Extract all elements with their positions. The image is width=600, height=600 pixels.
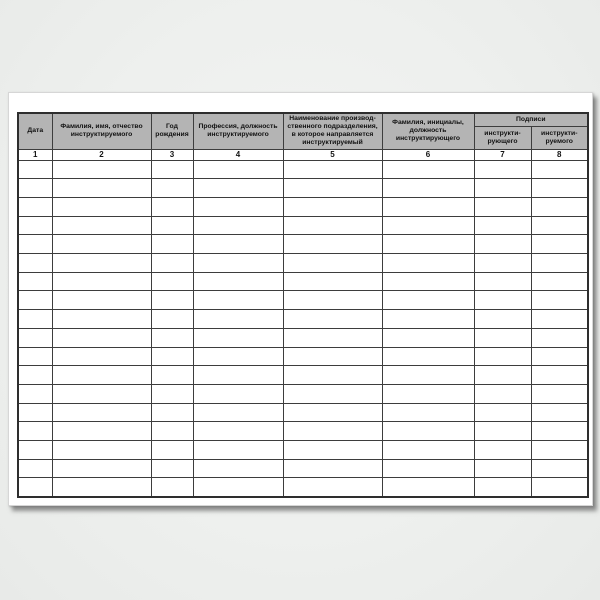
table-row — [18, 179, 588, 198]
table-cell — [382, 291, 474, 310]
table-cell — [531, 347, 588, 366]
column-header-signature-instructor: инструкти-рующего — [474, 127, 531, 149]
table-cell — [18, 291, 52, 310]
table-cell — [52, 179, 151, 198]
table-cell — [531, 384, 588, 403]
table-cell — [283, 160, 382, 179]
table-cell — [382, 403, 474, 422]
table-row — [18, 384, 588, 403]
table-row — [18, 403, 588, 422]
table-cell — [283, 384, 382, 403]
table-cell — [52, 422, 151, 441]
table-cell — [18, 422, 52, 441]
table-row — [18, 235, 588, 254]
column-number: 4 — [193, 149, 283, 160]
column-number: 6 — [382, 149, 474, 160]
table-row — [18, 310, 588, 329]
column-header-department: Наименование производ-ственного подразделения, в которое направляется инструктируемый — [283, 113, 382, 149]
table-cell — [151, 384, 193, 403]
column-header-date: Дата — [18, 113, 52, 149]
table-cell — [18, 254, 52, 273]
table-cell — [151, 347, 193, 366]
table-cell — [382, 478, 474, 497]
table-cell — [18, 403, 52, 422]
table-row — [18, 291, 588, 310]
table-row — [18, 440, 588, 459]
table-body — [18, 160, 588, 496]
table-cell — [151, 403, 193, 422]
table-cell — [382, 366, 474, 385]
table-row — [18, 198, 588, 217]
table-header — [18, 113, 588, 160]
table-cell — [193, 272, 283, 291]
table-cell — [382, 272, 474, 291]
table-cell — [474, 291, 531, 310]
table-cell — [382, 384, 474, 403]
table-cell — [151, 328, 193, 347]
table-cell — [382, 310, 474, 329]
table-cell — [52, 160, 151, 179]
table-cell — [531, 403, 588, 422]
table-row — [18, 459, 588, 478]
table-cell — [18, 272, 52, 291]
table-row — [18, 478, 588, 497]
table-cell — [283, 328, 382, 347]
column-header-birth-year: Год рождения — [151, 113, 193, 149]
table-cell — [52, 478, 151, 497]
table-cell — [474, 384, 531, 403]
table-cell — [193, 422, 283, 441]
table-cell — [18, 179, 52, 198]
table-cell — [151, 310, 193, 329]
table-cell — [193, 235, 283, 254]
table-cell — [474, 216, 531, 235]
table-cell — [18, 198, 52, 217]
table-cell — [382, 216, 474, 235]
table-cell — [52, 440, 151, 459]
table-cell — [283, 179, 382, 198]
table-cell — [52, 366, 151, 385]
column-number: 5 — [283, 149, 382, 160]
table-cell — [52, 347, 151, 366]
table-cell — [531, 291, 588, 310]
table-cell — [283, 403, 382, 422]
table-cell — [52, 459, 151, 478]
table-row — [18, 347, 588, 366]
table-cell — [52, 254, 151, 273]
table-cell — [474, 310, 531, 329]
table-cell — [531, 310, 588, 329]
table-cell — [283, 235, 382, 254]
column-header-instructor-name: Фамилия, инициалы, должность инструктирующего — [382, 113, 474, 149]
table-cell — [193, 440, 283, 459]
table-cell — [18, 328, 52, 347]
table-cell — [18, 235, 52, 254]
table-cell — [151, 291, 193, 310]
table-cell — [382, 198, 474, 217]
table-cell — [531, 478, 588, 497]
table-cell — [283, 254, 382, 273]
table-cell — [193, 198, 283, 217]
table-cell — [474, 235, 531, 254]
table-cell — [151, 422, 193, 441]
table-cell — [283, 459, 382, 478]
column-number: 8 — [531, 149, 588, 160]
table-cell — [151, 366, 193, 385]
table-cell — [52, 291, 151, 310]
table-cell — [474, 328, 531, 347]
table-cell — [18, 440, 52, 459]
table-cell — [193, 384, 283, 403]
column-number: 1 — [18, 149, 52, 160]
table-cell — [151, 179, 193, 198]
table-cell — [474, 347, 531, 366]
table-cell — [52, 328, 151, 347]
table-cell — [18, 216, 52, 235]
table-cell — [474, 366, 531, 385]
column-number: 3 — [151, 149, 193, 160]
table-cell — [151, 440, 193, 459]
table-cell — [382, 179, 474, 198]
table-cell — [531, 328, 588, 347]
table-row — [18, 160, 588, 179]
table-cell — [382, 254, 474, 273]
table-cell — [531, 160, 588, 179]
table-row — [18, 422, 588, 441]
table-cell — [283, 272, 382, 291]
table-cell — [18, 366, 52, 385]
table-cell — [531, 235, 588, 254]
table-cell — [193, 403, 283, 422]
table-cell — [18, 384, 52, 403]
table-row — [18, 366, 588, 385]
table-cell — [18, 347, 52, 366]
instruction-log-table — [17, 112, 589, 498]
table-cell — [531, 272, 588, 291]
table-cell — [283, 440, 382, 459]
table-cell — [193, 291, 283, 310]
table-cell — [283, 478, 382, 497]
table-cell — [474, 160, 531, 179]
table-cell — [382, 160, 474, 179]
table-cell — [382, 440, 474, 459]
table-cell — [193, 478, 283, 497]
table-cell — [382, 347, 474, 366]
table-cell — [52, 235, 151, 254]
table-cell — [52, 384, 151, 403]
table-cell — [531, 459, 588, 478]
table-cell — [52, 198, 151, 217]
table-row — [18, 328, 588, 347]
table-cell — [283, 366, 382, 385]
table-cell — [531, 216, 588, 235]
table-cell — [193, 160, 283, 179]
table-cell — [18, 478, 52, 497]
table-cell — [283, 422, 382, 441]
table-cell — [193, 254, 283, 273]
table-cell — [151, 272, 193, 291]
table-cell — [283, 347, 382, 366]
table-cell — [474, 422, 531, 441]
table-cell — [474, 198, 531, 217]
table-cell — [151, 459, 193, 478]
table-cell — [531, 422, 588, 441]
form-sheet — [8, 92, 593, 506]
table-row — [18, 216, 588, 235]
column-numbers-row — [18, 149, 588, 160]
table-cell — [52, 272, 151, 291]
table-cell — [52, 310, 151, 329]
table-cell — [193, 459, 283, 478]
table-cell — [18, 459, 52, 478]
table-cell — [474, 179, 531, 198]
table-cell — [531, 440, 588, 459]
table-cell — [18, 310, 52, 329]
table-cell — [531, 254, 588, 273]
table-cell — [52, 216, 151, 235]
table-cell — [193, 366, 283, 385]
table-cell — [382, 422, 474, 441]
table-cell — [283, 310, 382, 329]
table-cell — [474, 272, 531, 291]
table-cell — [531, 366, 588, 385]
table-cell — [283, 291, 382, 310]
table-cell — [193, 179, 283, 198]
table-cell — [474, 478, 531, 497]
table-cell — [474, 403, 531, 422]
table-cell — [193, 328, 283, 347]
column-header-profession: Профессия, должность инструктируемого — [193, 113, 283, 149]
table-cell — [151, 235, 193, 254]
table-cell — [52, 403, 151, 422]
table-row — [18, 254, 588, 273]
table-cell — [531, 198, 588, 217]
table-row — [18, 272, 588, 291]
table-cell — [382, 235, 474, 254]
table-cell — [283, 198, 382, 217]
table-cell — [18, 160, 52, 179]
table-cell — [151, 216, 193, 235]
column-header-signatures-group: Подписи — [474, 113, 588, 127]
column-header-signature-instructed: инструкти-руемого — [531, 127, 588, 149]
table-cell — [193, 310, 283, 329]
header-row-main — [18, 113, 588, 127]
table-cell — [474, 254, 531, 273]
table-cell — [151, 198, 193, 217]
column-number: 7 — [474, 149, 531, 160]
table-cell — [474, 459, 531, 478]
table-cell — [193, 347, 283, 366]
table-cell — [531, 179, 588, 198]
table-cell — [474, 440, 531, 459]
table-cell — [193, 216, 283, 235]
table-cell — [382, 328, 474, 347]
table-cell — [151, 160, 193, 179]
table-cell — [382, 459, 474, 478]
table-cell — [151, 254, 193, 273]
table-cell — [151, 478, 193, 497]
column-header-full-name: Фамилия, имя, отчество инструктируемого — [52, 113, 151, 149]
table-cell — [283, 216, 382, 235]
column-number: 2 — [52, 149, 151, 160]
